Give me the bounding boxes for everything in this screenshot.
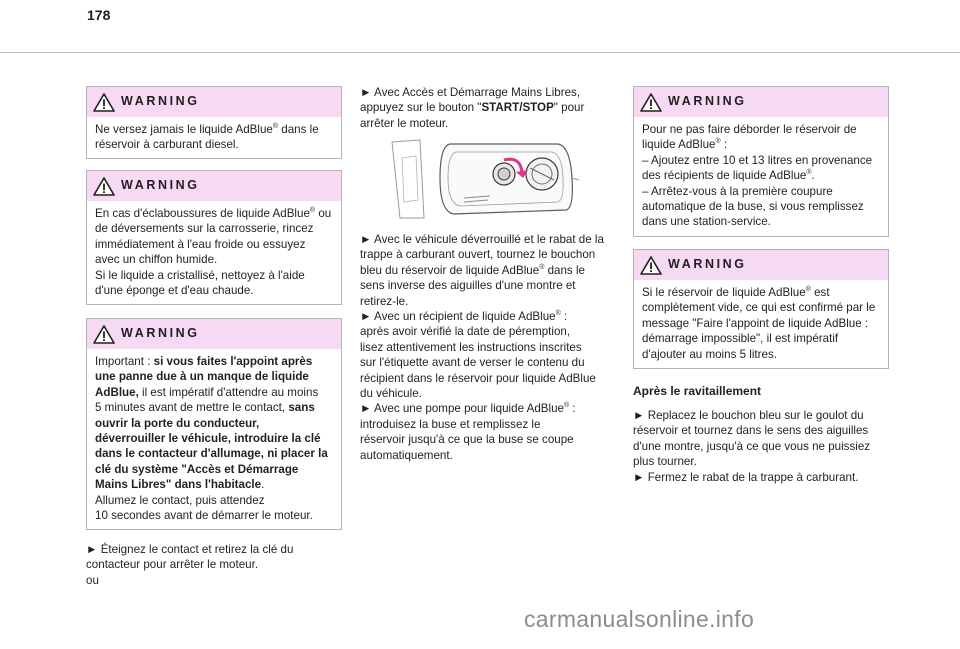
warning-line: Mains Libres" dans l'habitacle. xyxy=(95,478,265,492)
text-line: bleu du réservoir de liquide AdBlue® dans le xyxy=(360,263,585,277)
warning-line: Important : si vous faites l'appoint après xyxy=(95,355,313,368)
text-line: contacteur pour arrêter le moteur. xyxy=(86,558,259,572)
text-line: ► Avec une pompe pour liquide AdBlue® : xyxy=(360,402,576,416)
warning-header xyxy=(87,87,341,117)
col2-procedure-text xyxy=(360,232,622,463)
warning-line: de déversements sur la carrosserie, rincez xyxy=(95,222,314,236)
col1-instructions xyxy=(86,542,346,588)
warning-box-refill-after-breakdown xyxy=(86,318,342,530)
warning-header xyxy=(634,87,888,117)
col3-after-refuelling-text xyxy=(633,408,895,485)
warning-line: message "Faire l'appoint de liquide AdBlue : xyxy=(642,316,869,330)
warning-line: En cas d'éclaboussures de liquide AdBlue® ou xyxy=(95,207,332,220)
text-line: automatiquement. xyxy=(360,448,453,462)
warning-line: réservoir à carburant diesel. xyxy=(95,138,239,152)
warning-header xyxy=(634,250,888,280)
warning-line: avec un chiffon humide. xyxy=(95,253,218,267)
text-line: introduisez la buse et remplissez le xyxy=(360,417,541,431)
text-line: d'une montre, jusqu'à ce que vous ne puissiez xyxy=(633,439,871,453)
text-line: appuyez sur le bouton "START/STOP" pour xyxy=(360,101,585,115)
warning-box-empty-tank xyxy=(633,249,889,369)
text-line: retirez-le. xyxy=(360,294,409,308)
text-line: ► Replacez le bouchon bleu sur le goulot du xyxy=(633,409,864,422)
warning-body xyxy=(634,280,888,368)
warning-body xyxy=(87,117,341,159)
text-line: sur l'étiquette avant de verser le contenu du xyxy=(360,356,585,370)
col2-start-stop-text xyxy=(360,85,622,131)
warning-header xyxy=(87,171,341,201)
warning-line: liquide AdBlue® : xyxy=(642,138,728,152)
warning-line: immédiatement à l'eau froide ou essuyez xyxy=(95,237,306,251)
warning-line: d'ajouter au moins 5 litres. xyxy=(642,347,777,361)
warning-line: Si le liquide a cristallisé, nettoyez à l'aide xyxy=(95,268,305,282)
warning-box-adblue-diesel xyxy=(86,86,342,159)
warning-triangle-icon xyxy=(93,177,115,196)
text-line: récipient dans le réservoir pour liquide AdBlue xyxy=(360,371,596,385)
warning-line: – Arrêtez-vous à la première coupure xyxy=(642,184,833,198)
warning-title: WARNING xyxy=(121,326,200,341)
header-rule xyxy=(0,52,960,53)
warning-line: – Ajoutez entre 10 et 13 litres en provenance xyxy=(642,153,873,167)
text-line: réservoir jusqu'à ce que la buse se coupe xyxy=(360,433,574,447)
warning-line: dans une station-service. xyxy=(642,215,771,229)
warning-line: clé du système "Accès et Démarrage xyxy=(95,462,299,476)
text-line: ► Éteignez le contact et retirez la clé du xyxy=(86,543,294,556)
warning-box-overfill xyxy=(633,86,889,237)
warning-line: d'une éponge et d'eau chaude. xyxy=(95,284,254,298)
warning-line: des récipients de liquide AdBlue®. xyxy=(642,169,815,183)
warning-line: dans le contacteur d'allumage, ni placer la xyxy=(95,447,328,461)
text-line: ► Avec le véhicule déverrouillé et le rabat de la xyxy=(360,233,604,246)
warning-line: Pour ne pas faire déborder le réservoir de xyxy=(642,123,857,136)
text-line: lisez attentivement les instructions inscrites xyxy=(360,340,582,354)
watermark: carmanualsonline.info xyxy=(524,606,755,632)
warning-line: automatique de la buse, si vous remplissez xyxy=(642,200,864,214)
warning-title: WARNING xyxy=(668,94,747,109)
warning-line: 10 secondes avant de démarrer le moteur. xyxy=(95,509,313,523)
warning-triangle-icon xyxy=(640,93,662,112)
warning-line: démarrage impossible", il est impératif xyxy=(642,332,839,346)
text-line: réservoir et tournez dans le sens des aiguilles xyxy=(633,424,869,438)
warning-triangle-icon xyxy=(640,256,662,275)
warning-triangle-icon xyxy=(93,93,115,112)
warning-title: WARNING xyxy=(121,94,200,109)
adblue-filler-cap-illustration xyxy=(380,138,580,220)
text-line: du véhicule. xyxy=(360,387,422,401)
text-line: ► Avec un récipient de liquide AdBlue® : xyxy=(360,310,568,324)
warning-body xyxy=(634,117,888,236)
warning-title: WARNING xyxy=(668,257,747,272)
warning-box-splashes xyxy=(86,170,342,305)
warning-line: complètement vide, ce qui est confirmé par le xyxy=(642,301,876,315)
text-line: plus tourner. xyxy=(633,455,697,469)
warning-line: une panne due à un manque de liquide xyxy=(95,370,309,384)
warning-line: 5 minutes avant de mettre le contact, sans xyxy=(95,401,315,415)
text-line: arrêter le moteur. xyxy=(360,116,449,130)
warning-title: WARNING xyxy=(121,178,200,193)
warning-line: Ne versez jamais le liquide AdBlue® dans le xyxy=(95,123,319,136)
warning-line: Allumez le contact, puis attendez xyxy=(95,493,265,507)
text-line: ou xyxy=(86,573,99,587)
text-line: trappe à carburant ouvert, tournez le bouchon xyxy=(360,248,596,262)
page-number: 178 xyxy=(87,7,111,23)
warning-header xyxy=(87,319,341,349)
warning-triangle-icon xyxy=(93,325,115,344)
text-line: ► Fermez le rabat de la trappe à carburant. xyxy=(633,470,859,484)
warning-line: Si le réservoir de liquide AdBlue® est xyxy=(642,286,830,299)
text-line: sens inverse des aiguilles d'une montre et xyxy=(360,279,576,293)
warning-body xyxy=(87,349,341,529)
section-heading-after-refuelling: Après le ravitaillement xyxy=(633,384,762,398)
warning-body xyxy=(87,201,341,304)
warning-line: AdBlue, il est impératif d'attendre au moins xyxy=(95,385,319,399)
warning-line: déverrouiller le véhicule, introduire la clé xyxy=(95,432,321,446)
warning-line: ouvrir la porte du conducteur, xyxy=(95,416,260,430)
text-line: après avoir vérifié la date de péremption, xyxy=(360,325,571,339)
text-line: ► Avec Accès et Démarrage Mains Libres, xyxy=(360,86,581,99)
